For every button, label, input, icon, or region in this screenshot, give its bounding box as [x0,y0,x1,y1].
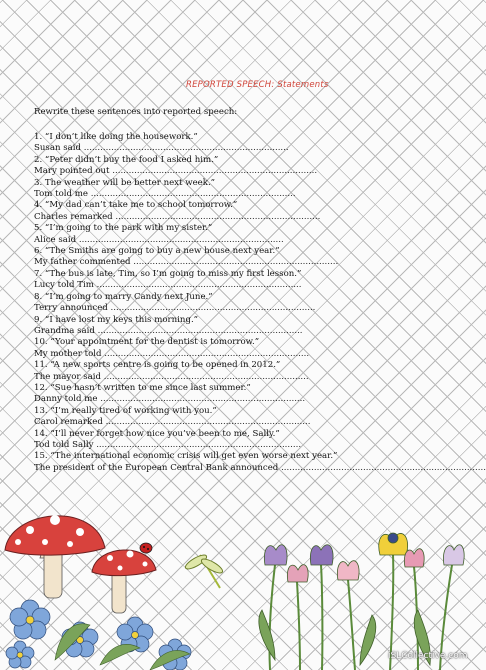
tulips-illustration [259,533,464,670]
exercise-item [34,178,454,201]
exercise-item [34,223,454,246]
answer-lead: Tod told Sally [34,439,94,450]
answer-blank[interactable]: ........................................................................... [110,303,316,314]
answer-line[interactable] [34,257,454,268]
answer-line[interactable] [34,326,454,337]
exercise-quote: 14. “I’ll never forget how nice you’ve been to me, Sally.” [34,428,280,439]
answer-blank[interactable]: ........................................................................... [96,280,302,291]
exercise-quote: 13. “I’m really tired of working with you.” [34,405,217,416]
exercise-quote: 3. The weather will be better next week.” [34,177,216,188]
exercise-quote: 4. “My dad can’t take me to school tomorrow.” [34,200,238,211]
answer-blank[interactable]: ........................................................................... [104,348,310,359]
answer-lead: Danny told me [34,394,98,405]
exercise-item [34,337,454,360]
exercise-list [34,132,486,474]
exercise-quote: 1. “I don’t like doing the housework.” [34,132,198,142]
answer-blank[interactable]: ........................................................................... [103,371,309,382]
worksheet-title: REPORTED SPEECH: Statements [186,80,329,90]
answer-line[interactable] [34,372,454,383]
exercise-item [34,292,454,315]
answer-blank[interactable]: ........................................................................... [133,257,339,268]
answer-blank[interactable]: ........................................................................... [97,325,303,336]
answer-lead: Lucy told Tim [34,280,94,291]
answer-lead: The president of the European Central Bank announced [34,462,279,473]
answer-blank[interactable]: ........................................................................... [281,462,486,473]
answer-lead: Alice said [34,234,77,245]
answer-blank[interactable]: ........................................................................... [90,189,296,200]
answer-line[interactable] [34,394,454,405]
exercise-quote: 9. “I have lost my keys this morning.” [34,314,199,325]
exercise-item [34,155,454,178]
answer-blank[interactable]: ........................................................................... [115,211,321,222]
exercise-quote: 5. “I’m going to the park with my sister.” [34,223,213,234]
exercise-quote: 8. “I’m going to marry Candy next June.” [34,291,213,302]
exercise-item [34,315,454,338]
answer-line[interactable] [34,440,454,451]
exercise-quote: 15. “The international economic crisis will get even worse next year.” [34,451,338,462]
exercise-item [34,360,454,383]
exercise-item [34,429,454,452]
instructions: Rewrite these sentences into reported speech: [34,107,238,117]
exercise-item [34,200,454,223]
answer-lead: Grandma said [34,325,95,336]
answer-line[interactable] [34,235,454,246]
answer-blank[interactable]: ........................................................................... [78,234,284,245]
answer-lead: Mary pointed out [34,166,110,177]
answer-line[interactable] [34,280,454,291]
answer-line[interactable] [34,417,454,428]
answer-line[interactable] [34,143,454,154]
exercise-item [34,406,454,429]
answer-lead: Charles remarked [34,211,113,222]
answer-lead: Susan said [34,143,82,154]
exercise-item [34,246,454,269]
answer-blank[interactable]: ........................................................................... [112,166,318,177]
answer-blank[interactable]: ........................................................................... [105,417,311,428]
answer-line[interactable] [34,166,454,177]
exercise-item [34,269,454,292]
answer-lead: My mother told [34,348,102,359]
answer-line[interactable] [34,212,454,223]
answer-lead: The mayor said [34,371,102,382]
answer-lead: My father commented [34,257,131,268]
answer-lead: Terry announced [34,303,108,314]
exercise-item [34,383,454,406]
answer-lead: Carol remarked [34,417,103,428]
mushroom-illustration [5,515,156,613]
answer-blank[interactable]: ........................................................................... [100,394,306,405]
answer-lead: Tom told me [34,189,88,200]
exercise-quote: 6. “The Smiths are going to buy a new house next year.” [34,246,280,257]
answer-line[interactable] [34,303,454,314]
exercise-quote: 2. “Peter didn’t buy the food I asked him.” [34,154,219,165]
decorative-illustration [0,470,474,670]
exercise-quote: 7. “The bus is late, Tim, so I’m going to miss my first lesson.” [34,268,302,279]
exercise-item [34,132,454,155]
answer-line[interactable] [34,349,454,360]
answer-line[interactable] [34,189,454,200]
exercise-quote: 10. “Your appointment for the dentist is tomorrow.” [34,337,260,348]
watermark-footer: iSLCollective.com [388,651,468,661]
answer-blank[interactable]: ........................................................................... [96,439,302,450]
answer-blank[interactable]: ........................................................................... [83,143,289,154]
exercise-quote: 12. “Sue hasn’t written to me since last summer.” [34,382,251,393]
exercise-quote: 11. “A new sports centre is going to be opened in 2012.” [34,360,281,371]
dragonfly-illustration [184,553,225,588]
